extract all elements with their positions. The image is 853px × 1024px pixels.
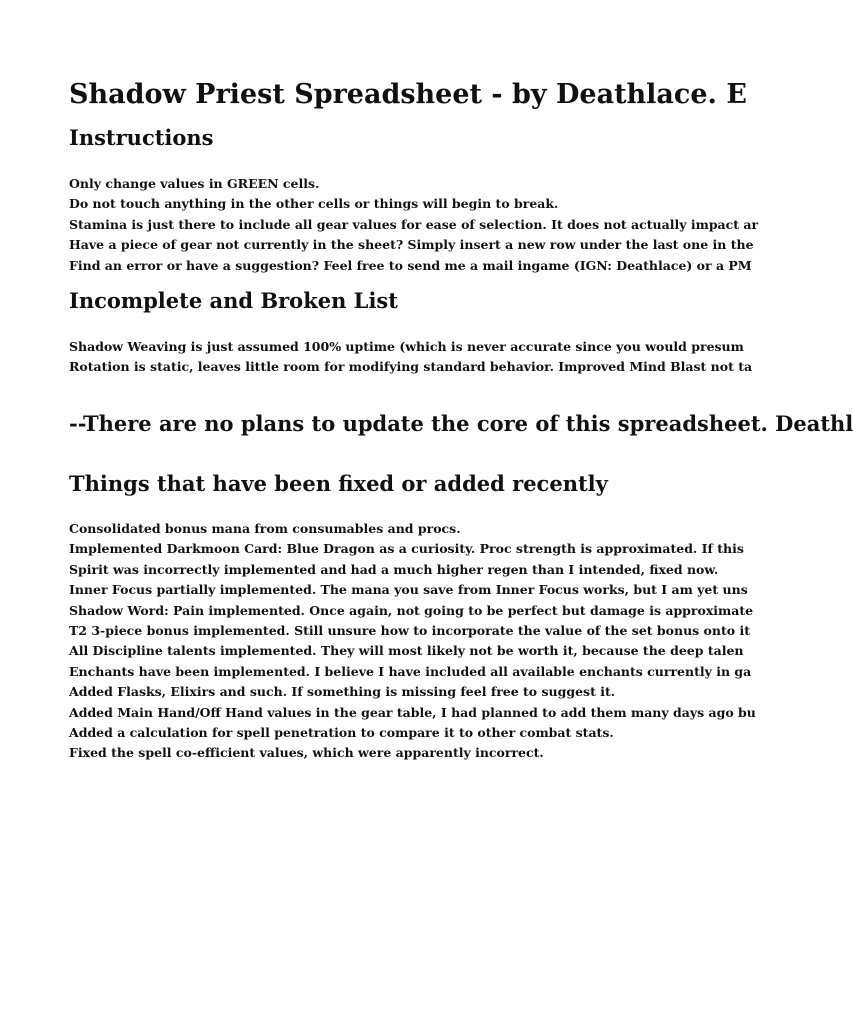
instructions-line: Have a piece of gear not currently in the sheet? Simply insert a new row under the last one in the [69, 237, 754, 253]
recent-change-line: Spirit was incorrectly implemented and had a much higher regen than I intended, fixed now. [69, 561, 719, 577]
recent-change-line: T2 3-piece bonus implemented. Still unsure how to incorporate the value of the set bonus onto it [69, 622, 750, 638]
page-title: Shadow Priest Spreadsheet - by Deathlace. E [69, 79, 747, 110]
recent-changes-list [69, 519, 756, 764]
recent-change-line: Fixed the spell co-efficient values, which were apparently incorrect. [69, 745, 544, 761]
incomplete-line: Rotation is static, leaves little room for modifying standard behavior. Improved Mind Blast not ta [69, 359, 753, 375]
incomplete-line: Shadow Weaving is just assumed 100% uptime (which is never accurate since you would presum [69, 339, 744, 354]
instructions-line: Do not touch anything in the other cells or things will begin to break. [69, 196, 559, 212]
recent-change-line: Implemented Darkmoon Card: Blue Dragon as a curiosity. Proc strength is approximated. If this [69, 541, 744, 557]
section-heading-notice: --There are no plans to update the core of this spreadsheet. Deathl [69, 411, 853, 436]
instructions-line: Only change values in GREEN cells. [69, 176, 320, 191]
recent-change-line: Consolidated bonus mana from consumables and procs. [69, 521, 461, 536]
recent-change-line: All Discipline talents implemented. They will most likely not be worth it, because the deep talen [69, 643, 744, 659]
incomplete-list [69, 337, 753, 378]
section-heading-instructions: Instructions [69, 125, 214, 150]
section-heading-recent: Things that have been fixed or added recently [69, 471, 608, 496]
instructions-line: Stamina is just there to include all gear values for ease of selection. It does not actually impact ar [69, 216, 759, 232]
section-heading-incomplete: Incomplete and Broken List [69, 288, 398, 313]
recent-change-line: Added Main Hand/Off Hand values in the gear table, I had planned to add them many days ago bu [69, 704, 756, 720]
instructions-line: Find an error or have a suggestion? Feel free to send me a mail ingame (IGN: Deathlace) or a PM [69, 257, 752, 273]
instructions-list [69, 174, 759, 276]
recent-change-line: Added Flasks, Elixirs and such. If something is missing feel free to suggest it. [69, 684, 616, 700]
recent-change-line: Added a calculation for spell penetration to compare it to other combat stats. [69, 724, 614, 740]
recent-change-line: Enchants have been implemented. I believe I have included all available enchants currently in ga [69, 663, 752, 679]
recent-change-line: Shadow Word: Pain implemented. Once again, not going to be perfect but damage is approximate [69, 602, 754, 618]
recent-change-line: Inner Focus partially implemented. The mana you save from Inner Focus works, but I am yet uns [69, 582, 748, 598]
